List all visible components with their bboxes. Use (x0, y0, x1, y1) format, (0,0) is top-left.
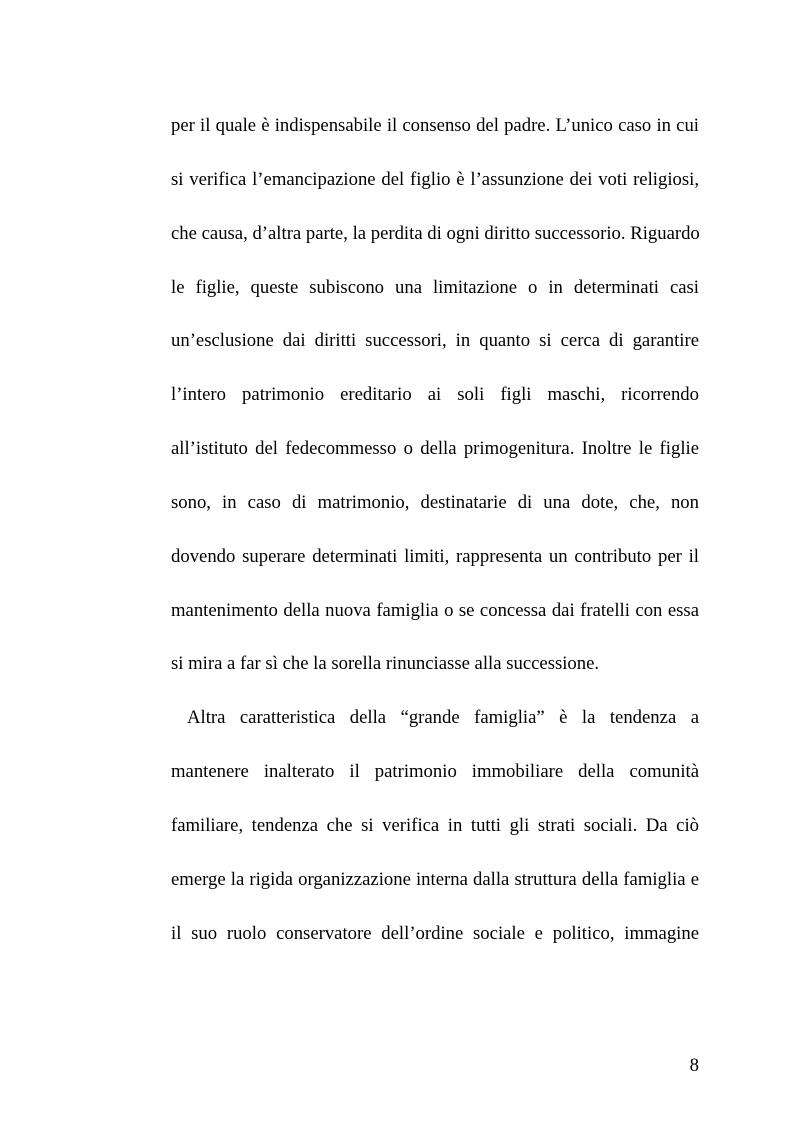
text-line: all’istituto del fedecommesso o della primogenitura. Inoltre le figlie (171, 438, 699, 460)
page-number: 8 (689, 1055, 699, 1076)
text-line: mantenimento della nuova famiglia o se concessa dai fratelli con essa (171, 599, 699, 621)
text-line: sono, in caso di matrimonio, destinatarie di una dote, che, non (171, 491, 699, 513)
text-line: l’intero patrimonio ereditario ai soli figli maschi, ricorrendo (171, 384, 699, 406)
text-line: che causa, d’altra parte, la perdita di ogni diritto successorio. Riguardo (171, 222, 700, 244)
text-line: si verifica l’emancipazione del figlio è l’assunzione dei voti religiosi, (171, 168, 699, 190)
paragraph-start-line: Altra caratteristica della “grande famiglia” è la tendenza a (187, 707, 699, 729)
text-line: per il quale è indispensabile il consenso del padre. L’unico caso in cui (171, 115, 699, 136)
body-text (171, 111, 699, 973)
text-line: familiare, tendenza che si verifica in tutti gli strati sociali. Da ciò (171, 814, 699, 836)
text-line: il suo ruolo conservatore dell’ordine sociale e politico, immagine (171, 922, 699, 944)
text-line: le figlie, queste subiscono una limitazione o in determinati casi (171, 276, 699, 298)
text-line: un’esclusione dai diritti successori, in quanto si cerca di garantire (171, 330, 699, 352)
text-line: dovendo superare determinati limiti, rappresenta un contributo per il (171, 545, 699, 567)
text-line: mantenere inalterato il patrimonio immobiliare della comunità (171, 761, 699, 783)
paragraph-end-line: si mira a far sì che la sorella rinunciasse alla successione. (171, 653, 600, 675)
text-line: emerge la rigida organizzazione interna dalla struttura della famiglia e (171, 868, 699, 890)
